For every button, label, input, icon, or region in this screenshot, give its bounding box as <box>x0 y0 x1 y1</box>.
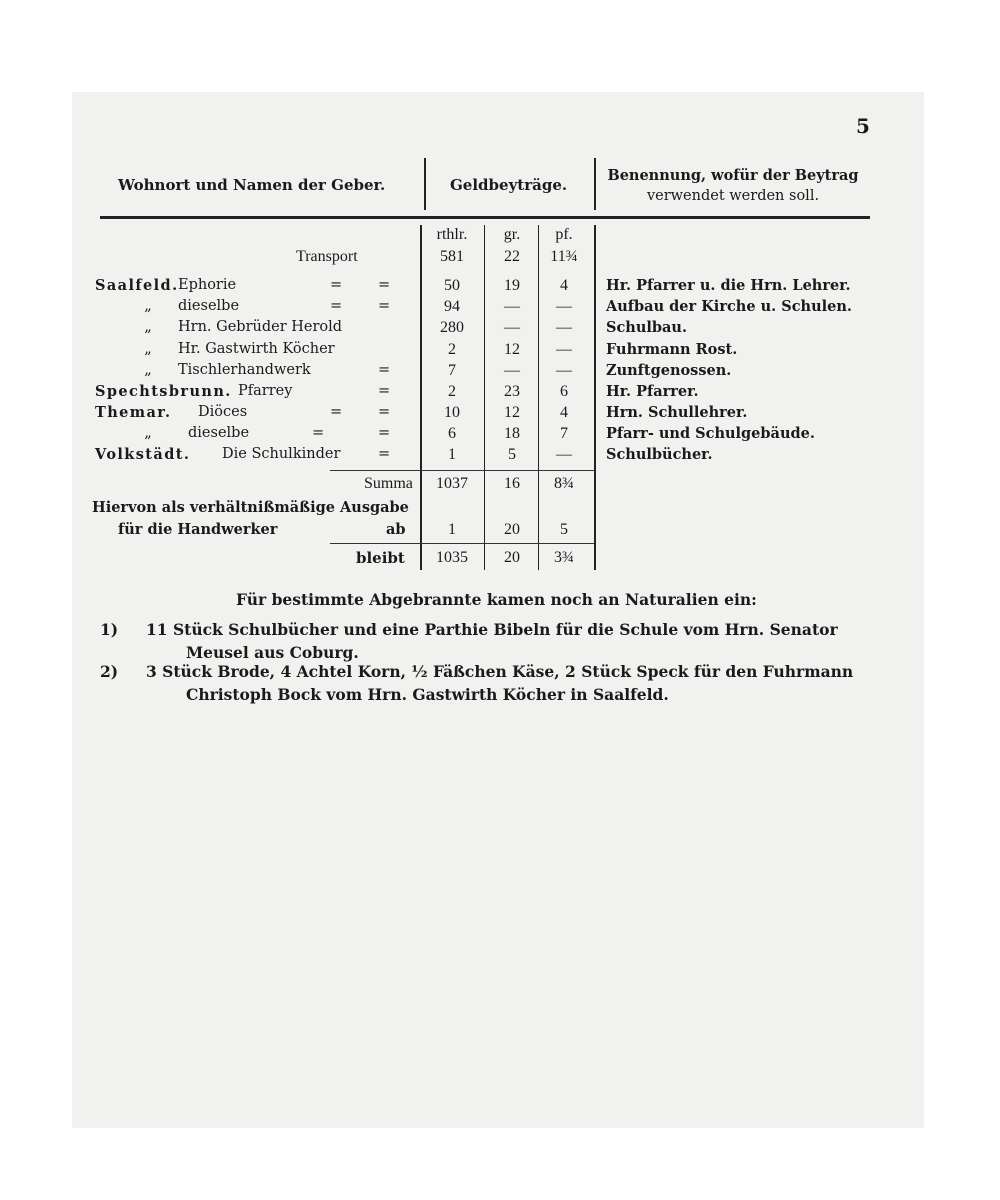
row-dot: = <box>330 277 343 293</box>
transport-gr: 22 <box>504 248 520 265</box>
row-use: Hr. Pfarrer. <box>606 383 699 400</box>
row-name: dieselbe <box>188 425 250 441</box>
row-pf: — <box>556 319 572 336</box>
row-rthlr: 10 <box>444 404 460 421</box>
header-divider-1 <box>424 158 426 210</box>
header-use-line1: Benennung, wofür der Beytrag <box>607 167 859 184</box>
row-place: Themar. <box>95 404 172 421</box>
summa-gr: 16 <box>504 475 520 492</box>
row-place: Saalfeld. <box>95 277 179 294</box>
donation-row <box>0 341 1000 364</box>
row-pf: 6 <box>560 383 568 400</box>
row-dot: = <box>378 383 391 399</box>
donation-row <box>0 446 1000 469</box>
row-ditto: „ <box>144 425 152 441</box>
row-use: Aufbau der Kirche u. Schulen. <box>606 298 852 315</box>
deduction-pf: 5 <box>560 521 568 538</box>
row-use: Hr. Pfarrer u. die Hrn. Lehrer. <box>606 277 851 294</box>
row-dot: = <box>378 277 391 293</box>
remain-label: bleibt <box>356 549 405 567</box>
row-dot: = <box>312 425 325 441</box>
donation-row <box>0 277 1000 300</box>
page-number: 5 <box>856 114 870 138</box>
header-rule <box>100 216 870 219</box>
donation-row <box>0 383 1000 406</box>
transport-row <box>0 248 1000 271</box>
deduction-line2: für die Handwerker <box>118 521 278 538</box>
item-line: Christoph Bock vom Hrn. Gastwirth Köcher in Saalfeld. <box>186 685 669 704</box>
row-name: Tischlerhandwerk <box>178 362 311 378</box>
row-pf: — <box>556 362 572 379</box>
donation-row <box>0 404 1000 427</box>
transport-rthlr: 581 <box>440 248 464 265</box>
row-dot: = <box>378 446 391 462</box>
header-use-line2: verwendet werden soll. <box>646 188 820 204</box>
row-name: Hrn. Gebrüder Herold <box>178 319 343 335</box>
remain-gr: 20 <box>504 549 520 566</box>
row-ditto: „ <box>144 341 152 357</box>
row-gr: 5 <box>508 446 516 463</box>
unit-rthlr: rthlr. <box>436 226 468 243</box>
row-rthlr: 94 <box>444 298 460 315</box>
row-name: Diöces <box>198 404 248 420</box>
unit-gr: gr. <box>503 226 521 243</box>
row-use: Fuhrmann Rost. <box>606 341 738 358</box>
row-rthlr: 280 <box>440 319 464 336</box>
header-divider-2 <box>594 158 596 210</box>
row-name: Die Schulkinder <box>222 446 341 462</box>
row-name: Hr. Gastwirth Köcher <box>178 341 335 357</box>
deduction-gr: 20 <box>504 521 520 538</box>
row-dot: = <box>378 362 391 378</box>
row-use: Schulbücher. <box>606 446 713 463</box>
header-use-column <box>598 166 868 206</box>
row-pf: 4 <box>560 404 568 421</box>
row-pf: — <box>556 446 572 463</box>
row-pf: — <box>556 341 572 358</box>
summa-rthlr: 1037 <box>436 475 468 492</box>
deduction-rthlr: 1 <box>448 521 456 538</box>
summa-pf: 8¾ <box>554 475 574 492</box>
item-line: 11 Stück Schulbücher und eine Parthie Bibeln für die Schule vom Hrn. Senator <box>146 620 838 639</box>
row-gr: 23 <box>504 383 520 400</box>
item-line: 3 Stück Brode, 4 Achtel Korn, ½ Fäßchen Käse, 2 Stück Speck für den Fuhrmann <box>146 662 854 681</box>
row-use: Zunftgenossen. <box>606 362 732 379</box>
row-rthlr: 2 <box>448 383 456 400</box>
deduction-ab: ab <box>386 521 406 538</box>
row-rthlr: 50 <box>444 277 460 294</box>
row-use: Schulbau. <box>606 319 688 336</box>
row-gr: — <box>504 319 520 336</box>
row-name: Pfarrey <box>238 383 293 399</box>
header-money-column: Geldbeyträge. <box>450 176 568 194</box>
deduction-line1: Hiervon als verhältnißmäßige Ausgabe <box>92 499 409 516</box>
summa-label: Summa <box>364 475 413 492</box>
header-name-column: Wohnort und Namen der Geber. <box>118 176 386 194</box>
units-row <box>0 226 1000 249</box>
row-dot: = <box>378 425 391 441</box>
row-gr: 19 <box>504 277 520 294</box>
remain-row <box>0 549 1000 572</box>
item-number: 1) <box>100 620 119 639</box>
naturalien-heading: Für bestimmte Abgebrannte kamen noch an Naturalien ein: <box>236 590 757 609</box>
row-ditto: „ <box>144 362 152 378</box>
row-gr: 12 <box>504 341 520 358</box>
row-ditto: „ <box>144 298 152 314</box>
transport-pf: 11¾ <box>550 248 578 265</box>
row-ditto: „ <box>144 319 152 335</box>
row-dot: = <box>330 404 343 420</box>
donation-row <box>0 319 1000 342</box>
row-gr: 18 <box>504 425 520 442</box>
donation-row <box>0 362 1000 385</box>
donation-row <box>0 298 1000 321</box>
deduction-row <box>0 521 1000 544</box>
row-place: Volkstädt. <box>95 446 191 463</box>
sum-rule <box>330 470 594 471</box>
row-dot: = <box>378 298 391 314</box>
row-dot: = <box>330 298 343 314</box>
row-name: dieselbe <box>178 298 240 314</box>
remain-rule <box>330 543 594 544</box>
row-pf: 7 <box>560 425 568 442</box>
item-number: 2) <box>100 662 119 681</box>
donation-row <box>0 425 1000 448</box>
remain-pf: 3¾ <box>554 549 574 566</box>
row-name: Ephorie <box>178 277 237 293</box>
row-gr: 12 <box>504 404 520 421</box>
row-use: Pfarr- und Schulgebäude. <box>606 425 815 442</box>
unit-pf: pf. <box>555 226 573 243</box>
item-line: Meusel aus Coburg. <box>186 643 359 662</box>
summa-row <box>0 475 1000 498</box>
row-pf: 4 <box>560 277 568 294</box>
row-pf: — <box>556 298 572 315</box>
row-rthlr: 1 <box>448 446 456 463</box>
transport-label: Transport <box>296 248 358 265</box>
remain-rthlr: 1035 <box>436 549 468 566</box>
row-use: Hrn. Schullehrer. <box>606 404 748 421</box>
row-place: Spechtsbrunn. <box>95 383 232 400</box>
row-gr: — <box>504 362 520 379</box>
row-gr: — <box>504 298 520 315</box>
row-rthlr: 7 <box>448 362 456 379</box>
row-rthlr: 2 <box>448 341 456 358</box>
row-dot: = <box>378 404 391 420</box>
row-rthlr: 6 <box>448 425 456 442</box>
